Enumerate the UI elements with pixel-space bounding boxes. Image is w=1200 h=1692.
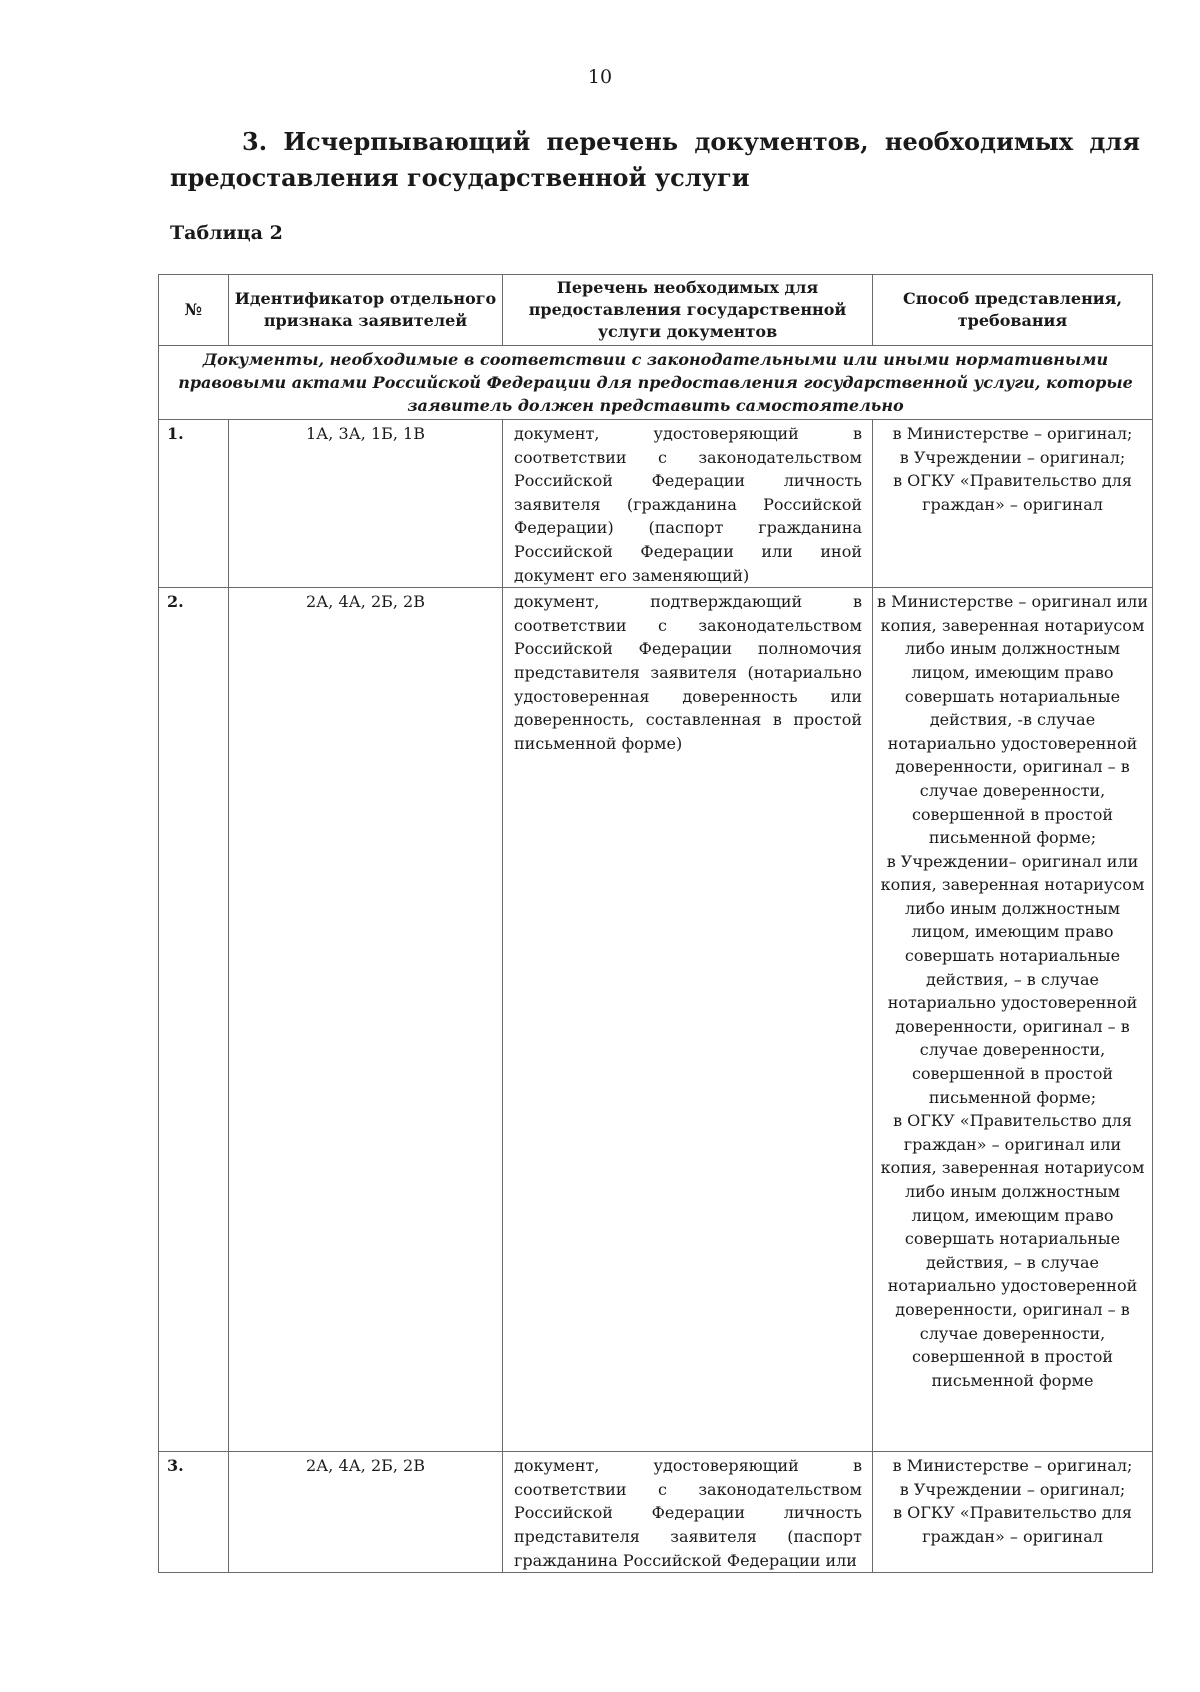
table-body [159,346,1153,1573]
method-line: в Учреждении – оригинал; [899,1479,1126,1499]
table-row [159,420,1153,588]
section-title-word: необходимых [884,127,1074,156]
section-number: 3. [242,127,268,156]
row-number: 2. [159,588,229,1452]
section-title-word: перечень [546,127,679,156]
group-header: Документы, необходимые в соответствии с законодательными или иными нормативными правовыми актами Российской Федерации для предоставления государственной услуги, которые заявитель должен представить самостоятельно [159,346,1153,420]
row-method [873,1452,1153,1573]
page-number: 10 [587,66,613,88]
row-documents: документ, подтверждающий в соответствии с законодательством Российской Федерации полномочия представителя заявителя (нотариально удостоверенная доверенность или доверенность, составленная в простой письменной форме) [503,588,873,1452]
method-line: в Министерстве – оригинал; [892,1456,1133,1476]
section-title-word: для [1089,127,1140,156]
section-title-line-1 [170,124,1140,160]
table-head [159,275,1153,346]
table-row [159,588,1153,1452]
row-number: 1. [159,420,229,588]
header-num: № [159,275,229,346]
row-documents: документ, удостоверяющий в соответствии с законодательством Российской Федерации личность заявителя (гражданина Российской Федерации) (паспорт гражданина Российской Федерации или иной документ его заменяющий) [503,420,873,588]
row-identifier: 2А, 4А, 2Б, 2В [229,1452,503,1573]
header-identifier: Идентификатор отдельного признака заявителей [229,275,503,346]
method-line: в ОГКУ «Правительство для граждан» – оригинал или копия, заверенная нотариусом либо иным должностным лицом, имеющим право совершать нотариальные действия, – в случае нотариально удостоверенной доверенности, оригинал – в случае доверенности, совершенной в простой письменной форме [880,1111,1145,1390]
table-header-row [159,275,1153,346]
row-method [873,588,1153,1452]
row-documents: документ, удостоверяющий в соответствии с законодательством Российской Федерации личность представителя заявителя (паспорт гражданина Российской Федерации или [503,1452,873,1573]
table-caption: Таблица 2 [170,222,283,244]
row-number: 3. [159,1452,229,1573]
table-row [159,1452,1153,1573]
method-line: в Министерстве – оригинал или копия, заверенная нотариусом либо иным должностным лицом, имеющим право совершать нотариальные действия, -в случае нотариально удостоверенной доверенности, оригинал – в случае доверенности, совершенной в простой письменной форме; [877,592,1148,848]
group-header-row [159,346,1153,420]
method-line: в Учреждении– оригинал или копия, заверенная нотариусом либо иным должностным лицом, имеющим право совершать нотариальные действия, – в случае нотариально удостоверенной доверенности, оригинал – в случае доверенности, совершенной в простой письменной форме; [880,851,1145,1107]
documents-table [158,274,1153,1573]
header-documents: Перечень необходимых для предоставления государственной услуги документов [503,275,873,346]
header-method: Способ представления, требования [873,275,1153,346]
method-line: в Министерстве – оригинал; [892,424,1133,443]
section-title-word: Исчерпывающий [283,127,531,156]
section-title-line-2: предоставления государственной услуги [170,163,750,192]
method-line: в ОГКУ «Правительство для граждан» – оригинал [893,471,1132,514]
section-title-word: документов, [694,127,869,156]
row-identifier: 1А, 3А, 1Б, 1В [229,420,503,588]
section-title [170,124,1140,196]
row-method [873,420,1153,588]
row-identifier: 2А, 4А, 2Б, 2В [229,588,503,1452]
method-line: в Учреждении – оригинал; [899,447,1126,467]
method-line: в ОГКУ «Правительство для граждан» – оригинал [893,1503,1132,1546]
